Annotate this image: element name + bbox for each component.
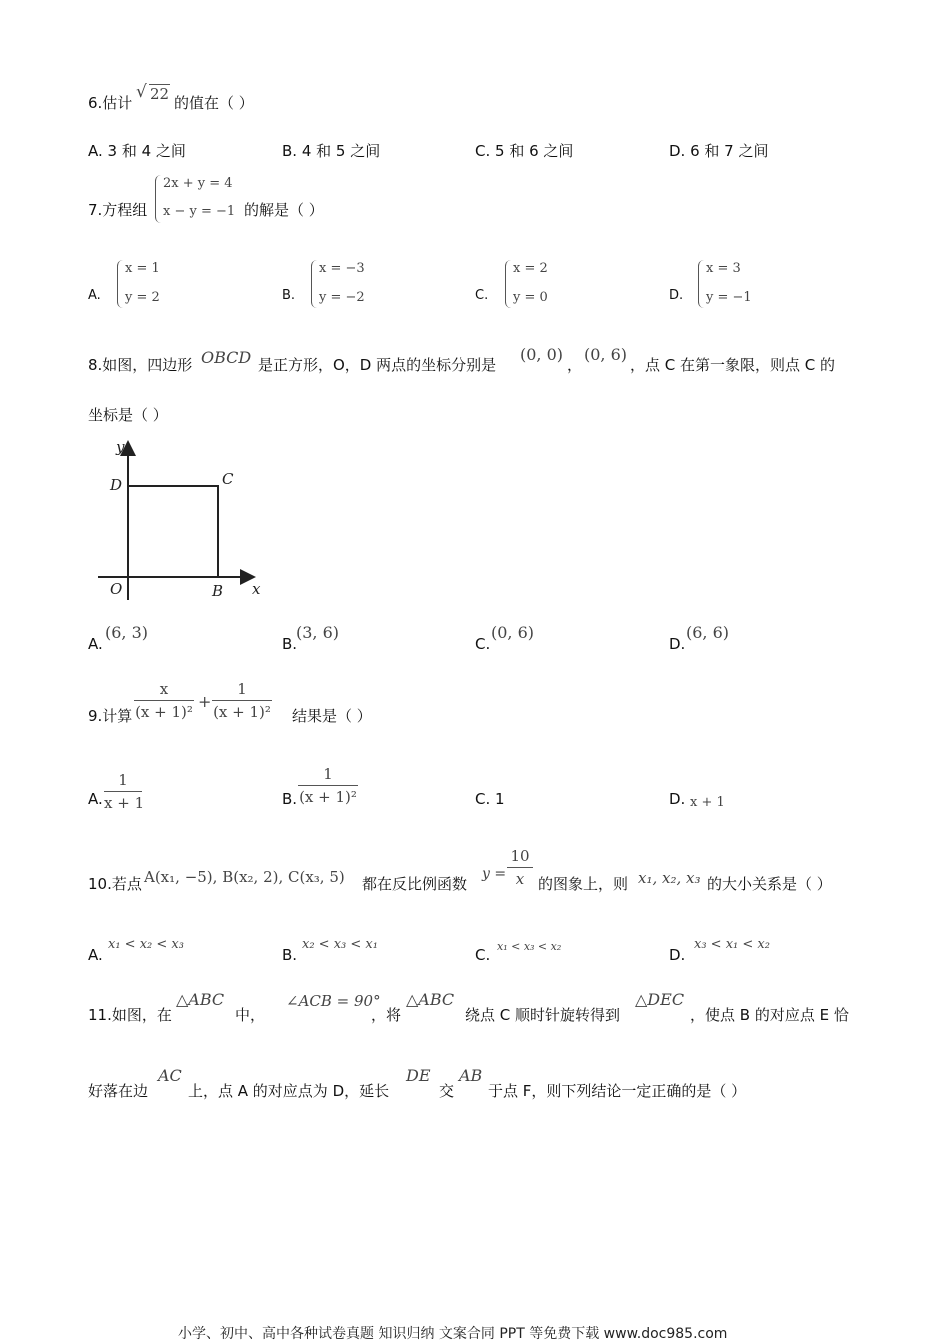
q9-fraction-2-numerator: 1 [237,680,247,698]
q7-equation-1: 2x + y = 4 [163,176,233,191]
q11-stem-b: 中， [235,1006,266,1024]
q7-option-b-line1: x = −3 [319,261,365,276]
q9-option-d-label: D. [669,790,686,808]
q7-option-d-brace [698,260,705,308]
q11-triangle-dec: △DEC [635,990,685,1009]
label-d: D [110,476,123,494]
q8-stem-a: 8.如图，四边形 [88,356,193,374]
q8-option-a-value: (6, 3) [105,623,149,642]
q9-option-b-denominator: (x + 1)² [299,788,357,806]
q10-option-c-label: C. [475,946,491,964]
q10-points: A(x₁, −5), B(x₂, 2), C(x₃, 5) [144,868,345,886]
q6-option-c: C. 5 和 6 之间 [475,142,574,160]
q11-line2-c: 交 [439,1082,455,1100]
q10-option-c-value: x₁ < x₃ < x₂ [497,940,562,953]
q11-stem-e: ，使点 B 的对应点 E 恰 [690,1006,849,1024]
q9-stem-pre: 9.计算 [88,707,133,725]
q7-option-d-line1: x = 3 [706,261,741,276]
q10-option-a-label: A. [88,946,103,964]
q9-fraction-1-bar [134,700,194,701]
q8-quad-name: OBCD [201,348,252,367]
q10-function-denominator: x [515,870,525,888]
q8-option-c-label: C. [475,635,491,653]
q11-stem-c: ，将 [371,1006,402,1024]
q11-stem-d: 绕点 C 顺时针旋转得到 [465,1006,621,1024]
q7-option-b-label: B. [282,288,296,303]
page-footer: 小学、初中、高中各种试卷真题 知识归纳 文案合同 PPT 等免费下载 www.doc985.com [178,1326,728,1342]
label-o: O [110,580,123,598]
q7-option-c-label: C. [475,288,489,303]
q9-option-c: C. 1 [475,790,505,808]
q7-option-d-line2: y = −1 [706,290,752,305]
q8-option-c-value: (0, 6) [491,623,535,642]
q11-angle: ∠ACB = 90° [286,992,381,1010]
q6-option-a: A. 3 和 4 之间 [88,142,186,160]
q11-stem-a: 11.如图，在 [88,1006,172,1024]
q9-option-a-bar [104,791,142,792]
q9-option-b-numerator: 1 [323,765,333,783]
q7-equation-2: x − y = −1 [163,204,236,219]
q7-stem-post: 的解是（ ） [244,201,324,219]
q9-option-b-fraction [298,765,358,806]
q11-segment-ab: AB [459,1066,483,1085]
q9-fraction-1-denominator: (x + 1)² [135,703,193,721]
q7-option-a-line2: y = 2 [125,290,160,305]
label-x: x [252,580,261,598]
q11-segment-ac: AC [158,1066,182,1085]
q9-option-b-bar [298,785,358,786]
q10-option-b-label: B. [282,946,298,964]
q11-line2-d: 于点 F，则下列结论一定正确的是（ ） [488,1082,747,1100]
q7-option-a-label: A. [88,288,101,303]
q7-option-b-line2: y = −2 [319,290,365,305]
q10-stem-mid2: 的图象上，则 [538,875,629,893]
q6-radicand: 22 [150,85,170,103]
q8-stem-line2: 坐标是（ ） [88,406,168,424]
q9-fraction-2 [212,680,272,721]
q7-option-c-line1: x = 2 [513,261,548,276]
q10-variables: x₁, x₂, x₃ [638,869,701,887]
q7-option-d-label: D. [669,288,684,303]
q8-option-d-label: D. [669,635,686,653]
q10-option-b-value: x₂ < x₃ < x₁ [302,937,378,952]
q7-option-b-brace [311,260,318,308]
q7-option-a-brace [117,260,124,308]
label-c: C [222,470,234,488]
q6-option-b: B. 4 和 5 之间 [282,142,381,160]
q8-option-b-label: B. [282,635,298,653]
q11-triangle-abc-1: △ABC [176,990,225,1009]
q9-fraction-2-bar [212,700,272,701]
q7-option-c-line2: y = 0 [513,290,548,305]
sqrt-sign: √ [136,82,147,102]
q7-option-c-brace [505,260,512,308]
q8-square-figure [88,432,278,604]
q9-option-a-numerator: 1 [118,771,128,789]
q11-line2-a: 好落在边 [88,1082,149,1100]
q6-option-d: D. 6 和 7 之间 [669,142,769,160]
q8-stem-c: ，点 C 在第一象限，则点 C 的 [630,356,836,374]
q8-separator: ， [567,356,583,374]
q10-function-fraction [507,847,533,888]
q11-line2-b: 上，点 A 的对应点为 D，延长 [188,1082,390,1100]
square-outline [128,486,218,577]
q9-option-a-fraction [104,771,145,812]
label-b: B [212,582,224,600]
q9-option-b-label: B. [282,790,298,808]
q9-option-d-value: x + 1 [690,795,725,810]
q8-option-a-label: A. [88,635,103,653]
q10-option-a-value: x₁ < x₂ < x₃ [108,937,184,952]
q7-stem-pre: 7.方程组 [88,201,148,219]
q9-fraction-1 [134,680,194,721]
q10-stem-mid: 都在反比例函数 [362,875,468,893]
q11-segment-de: DE [406,1066,431,1085]
q9-option-a-denominator: x + 1 [104,794,145,812]
q8-stem-b: 是正方形，O，D 两点的坐标分别是 [258,356,497,374]
q6-stem-pre: 6.估计 [88,94,133,112]
q8-point-o: (0, 0) [520,345,564,364]
q11-triangle-abc-2: △ABC [406,990,455,1009]
q8-option-b-value: (3, 6) [296,623,340,642]
q7-option-a-line1: x = 1 [125,261,160,276]
q10-stem-pre: 10.若点 [88,875,142,893]
q10-function-bar [507,867,533,868]
q10-function-lhs: y = [482,866,507,882]
q8-option-d-value: (6, 6) [686,623,730,642]
q7-system-brace [155,175,162,223]
q9-fraction-1-numerator: x [159,680,169,698]
q9-fraction-2-denominator: (x + 1)² [213,703,271,721]
q10-option-d-label: D. [669,946,686,964]
q10-option-d-value: x₃ < x₁ < x₂ [694,937,770,952]
q6-stem-post: 的值在（ ） [174,94,254,112]
q9-plus: + [198,692,212,711]
q10-stem-post: 的大小关系是（ ） [707,875,832,893]
q8-point-d: (0, 6) [584,345,628,364]
label-y: y [116,438,125,456]
q10-function-numerator: 10 [510,847,530,865]
q9-stem-post: 结果是（ ） [292,707,372,725]
q9-option-a-label: A. [88,790,103,808]
